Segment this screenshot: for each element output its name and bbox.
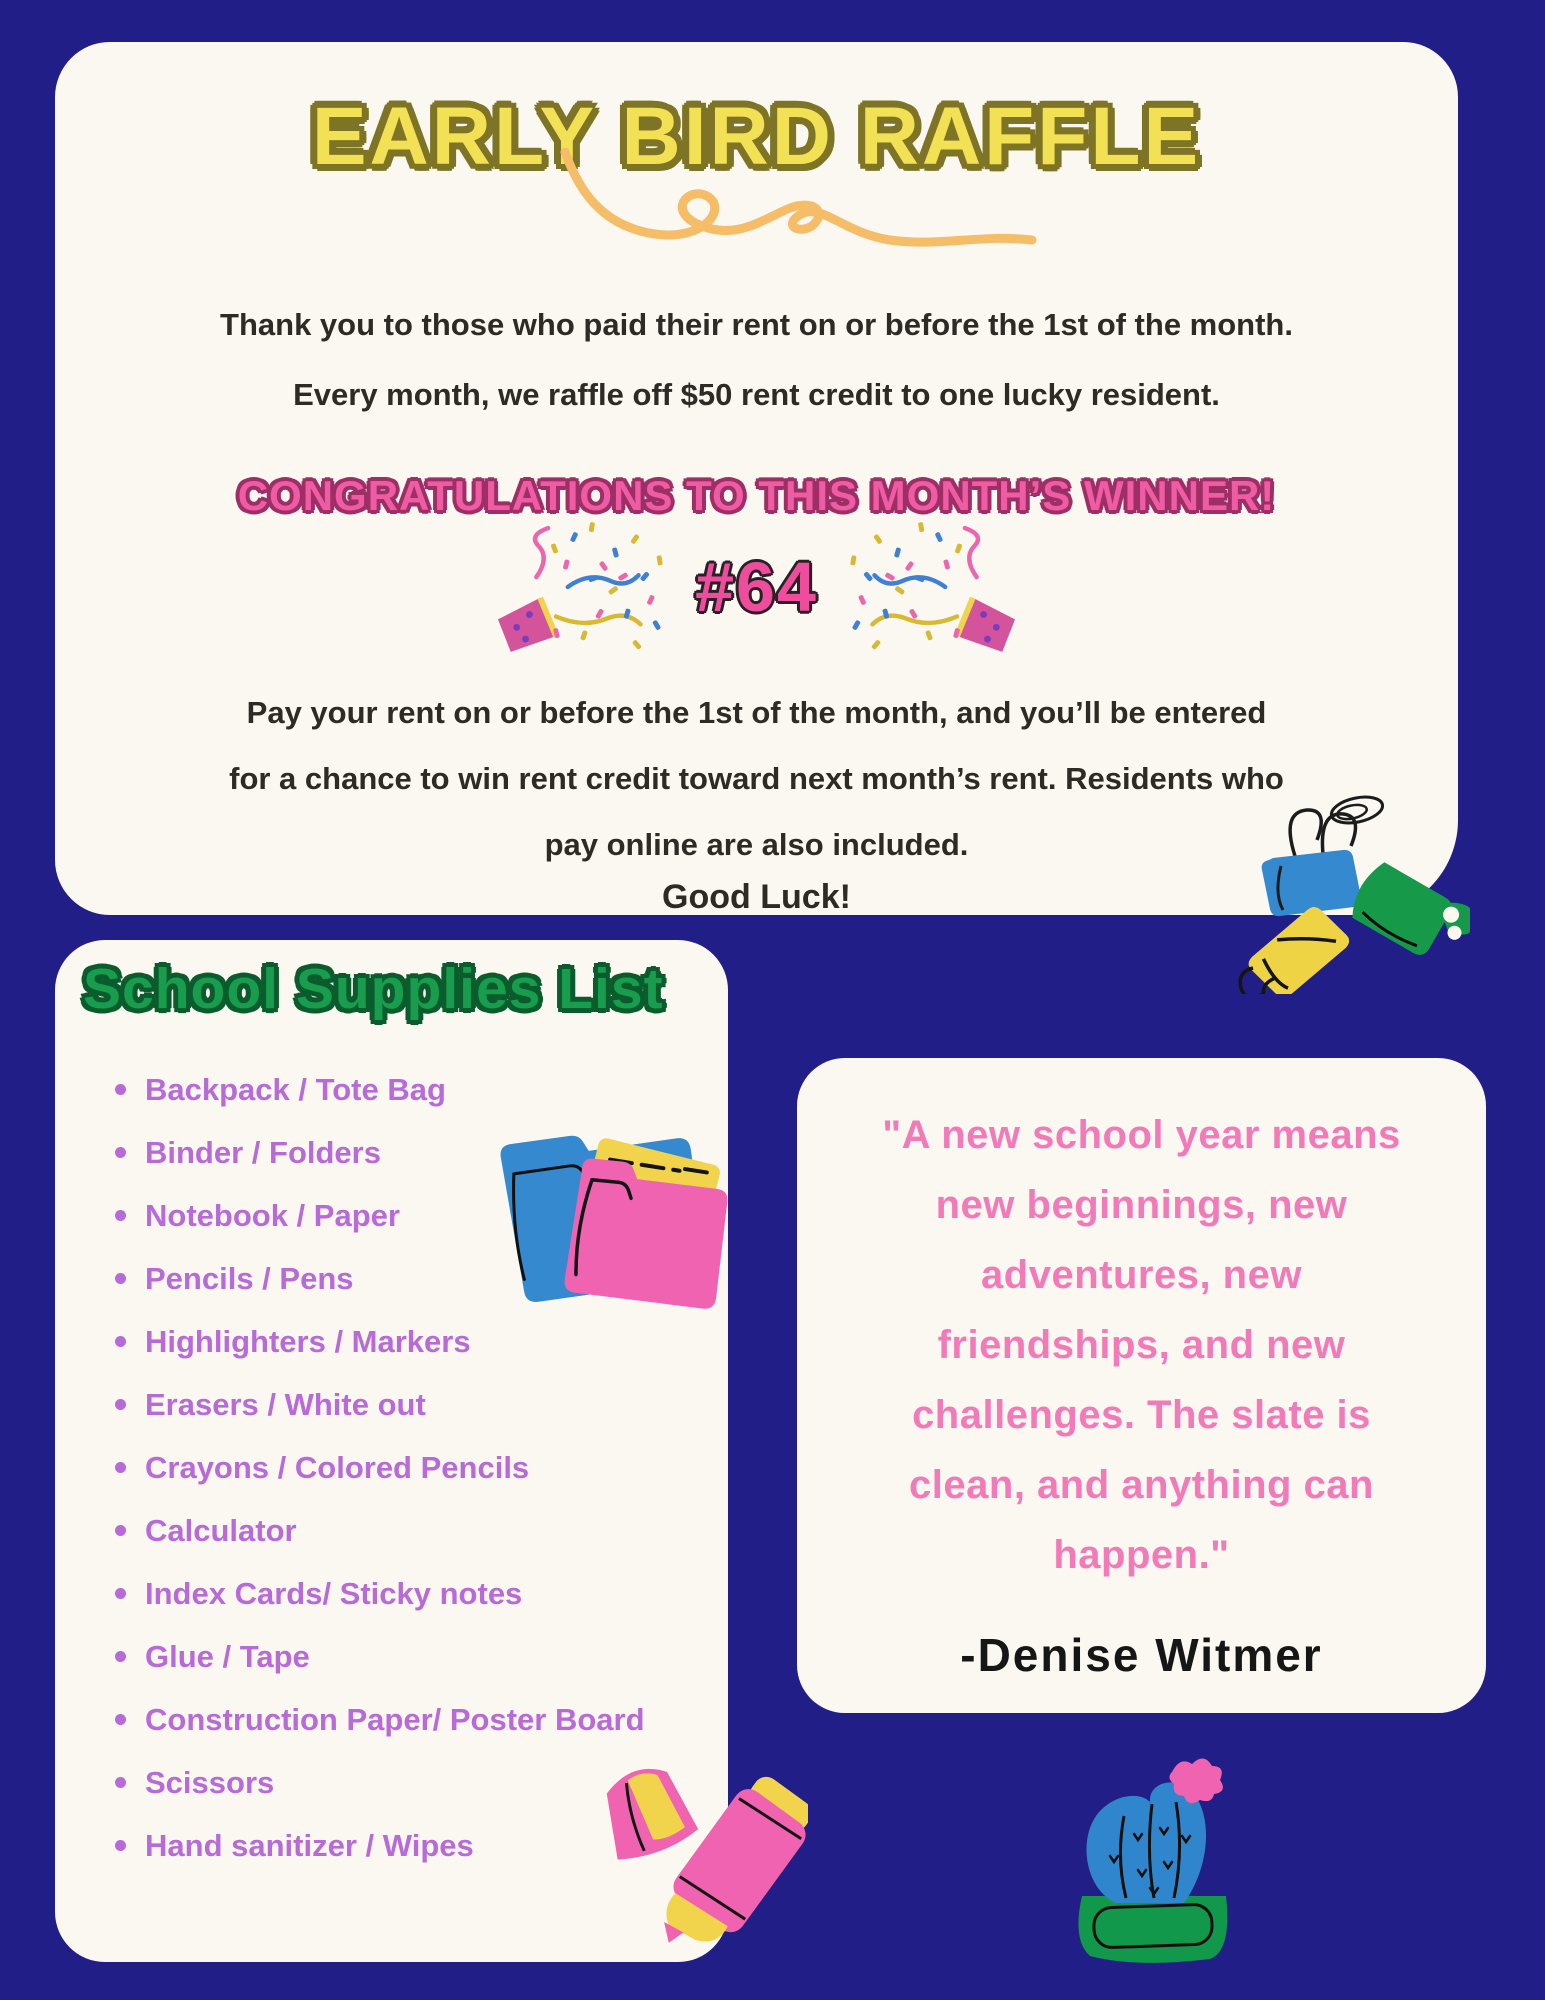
folders-icon [488, 1093, 738, 1328]
quote-card [797, 1058, 1486, 1713]
list-item-label: Scissors [145, 1765, 275, 1800]
list-item-label: Erasers / White out [145, 1387, 426, 1422]
squiggle-flourish-icon [460, 148, 1040, 248]
intro-line-1: Thank you to those who paid their rent on or before the 1st of the month. [220, 307, 1293, 342]
cactus-icon [1052, 1738, 1252, 1973]
quote-line: "A new school year means [882, 1113, 1401, 1157]
winner-row [55, 514, 1458, 659]
quote-line: new beginnings, new [935, 1183, 1348, 1227]
list-item-label: Hand sanitizer / Wipes [145, 1828, 474, 1863]
details-line-3: pay online are also included. [544, 827, 969, 862]
list-item-label: Index Cards/ Sticky notes [145, 1576, 523, 1611]
party-popper-left-icon [497, 518, 669, 656]
good-luck-text: Good Luck! [662, 878, 851, 916]
quote-attribution: -Denise Witmer [960, 1629, 1323, 1681]
list-item-label: Calculator [145, 1513, 297, 1548]
list-item [93, 1373, 685, 1436]
raffle-title: EARLY BIRD RAFFLE [311, 91, 1202, 182]
list-item-label: Pencils / Pens [145, 1261, 354, 1296]
quote-line: friendships, and new [937, 1323, 1346, 1367]
list-item [93, 1499, 685, 1562]
binder-clips-icon [1235, 782, 1470, 994]
list-item [93, 1562, 685, 1625]
quote-line: adventures, new [981, 1253, 1302, 1297]
quote-text [797, 1100, 1486, 1590]
quote-line: challenges. The slate is [912, 1393, 1371, 1437]
highlighter-icon [588, 1742, 808, 1994]
list-item-label: Binder / Folders [145, 1135, 381, 1170]
details-line-2: for a chance to win rent credit toward next month’s rent. Residents who [229, 761, 1284, 796]
quote-line: clean, and anything can [909, 1463, 1374, 1507]
quote-line: happen." [1053, 1533, 1230, 1577]
list-item-label: Construction Paper/ Poster Board [145, 1702, 645, 1737]
list-item-label: Backpack / Tote Bag [145, 1072, 446, 1107]
winner-number: #64 [695, 547, 818, 626]
list-item-label: Notebook / Paper [145, 1198, 400, 1233]
list-item-label: Highlighters / Markers [145, 1324, 471, 1359]
intro-line-2: Every month, we raffle off $50 rent credit to one lucky resident. [293, 377, 1220, 412]
raffle-intro [55, 290, 1458, 430]
party-popper-right-icon [844, 518, 1016, 656]
list-item-label: Glue / Tape [145, 1639, 310, 1674]
supplies-title: School Supplies List [83, 957, 664, 1021]
list-item-label: Crayons / Colored Pencils [145, 1450, 530, 1485]
congrats-heading: CONGRATULATIONS TO THIS MONTH’S WINNER! [237, 472, 1276, 519]
details-line-1: Pay your rent on or before the 1st of the month, and you’ll be entered [246, 695, 1267, 730]
list-item [93, 1436, 685, 1499]
list-item [93, 1625, 685, 1688]
